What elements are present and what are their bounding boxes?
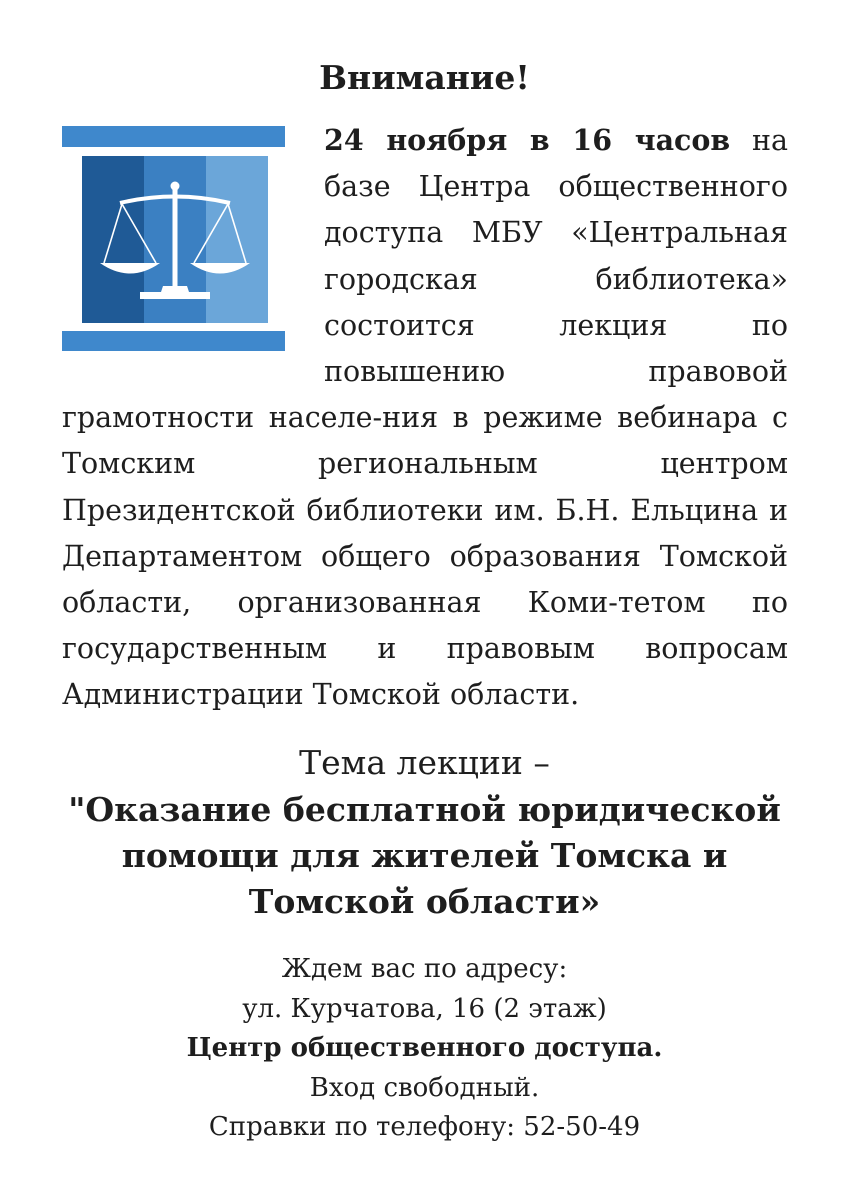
phone-info: Справки по телефону: 52-50-49 — [208, 1112, 641, 1142]
topic-title — [0, 787, 849, 925]
logo-spacer — [62, 117, 324, 394]
address-place: Центр общественного доступа. — [186, 1033, 663, 1063]
intro-paragraph — [62, 117, 788, 719]
entry-note: Вход свободный. — [309, 1072, 540, 1103]
event-datetime: 24 ноября в 16 часов — [324, 123, 731, 157]
intro-text: на базе Центра общественного доступа МБУ «Центральная городская библиотека» состоится лекция по повышению правовой грамотности населе-ния в режиме вебинара с Томским региональным центром Президентской библиотеки им. Б.Н. Ельцина и Департаментом общего образования Томской области, организованная Коми-тетом по государственным и правовым вопросам Администрации Томской области. — [62, 124, 788, 712]
address-invite: Ждем вас по адресу: — [281, 954, 568, 984]
topic-title-line-2: помощи для жителей Томска и — [121, 836, 728, 875]
lecture-topic — [0, 740, 849, 925]
address-block — [0, 950, 849, 1148]
address-street: ул. Курчатова, 16 (2 этаж) — [242, 993, 607, 1024]
topic-title-line-3: Томской области» — [248, 882, 601, 921]
topic-label: Тема лекции – — [299, 743, 550, 782]
topic-title-line-1: "Оказание бесплатной юридической — [68, 790, 781, 829]
page-title: Внимание! — [319, 58, 530, 97]
